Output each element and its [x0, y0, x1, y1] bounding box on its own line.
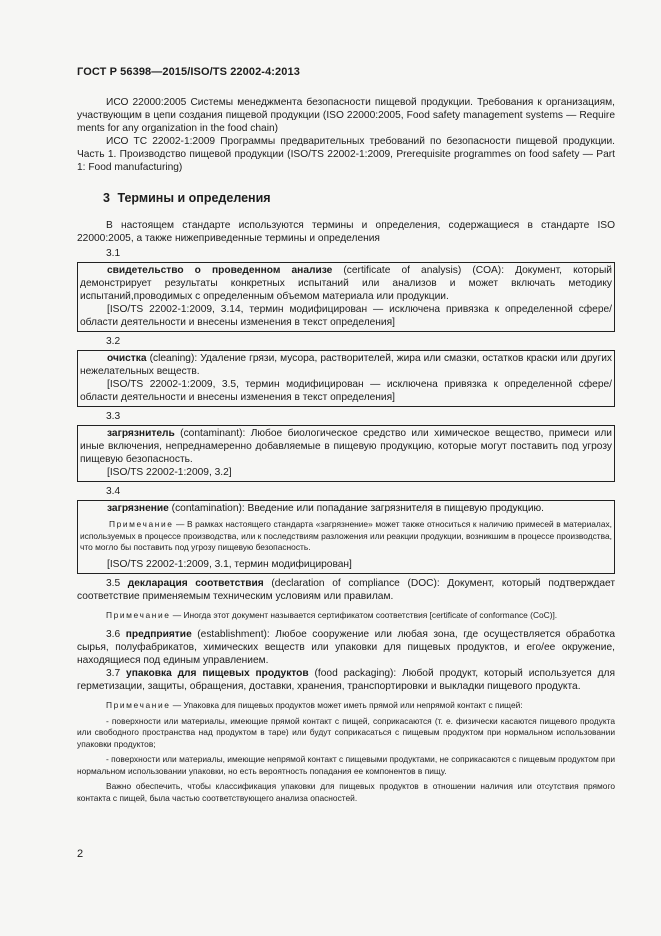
term-text: (certificate of analysis) (COA): Документ, который демонстрирует результаты конкретных испытаний или анализов и может включать методику испытаний,проводимых с определенным объемом материала или продукции. — [80, 265, 612, 302]
term-number: 3.4 — [106, 486, 121, 497]
term-number: 3.3 — [106, 411, 121, 422]
term-source: [ISO/TS 22002-1:2009, 3.2] — [107, 467, 232, 478]
term-definition — [77, 577, 615, 603]
term-name: загрязнитель — [107, 428, 175, 439]
page-number: 2 — [77, 848, 84, 860]
term-text: (contaminant): Любое биологическое средство или химическое вещество, примеси или иные включения, непреднамеренно добавляемые в пищевую продукцию, которые могут поставить под угрозу пищевую безопасность. — [80, 428, 612, 465]
term-source: [ISO/TS 22002-1:2009, 3.1, термин модифицирован] — [107, 558, 352, 570]
term-number: 3.6 — [106, 629, 121, 640]
note-list-item: - поверхности или материалы, имеющие прямой контакт с пищей, соприкасаются (т. е. физически касаются пищевого продукта или свободного пространства над продуктом в таре) или будут соприкасаться с пищевым продуктом при нормальном использовании упаковки продуктов; — [77, 715, 615, 749]
term-source: [ISO/TS 22002-1:2009, 3.14, термин модифицирован — исключена привязка к определенной сфере/области деятельности и внесены изменения в текст определения] — [80, 304, 612, 328]
term-name: предприятие — [125, 629, 192, 640]
term-text: (declaration of compliance (DOC): Документ, который подтверждает соответствие применяемым техническим условиям или правилам. — [77, 577, 615, 602]
term-definition — [77, 667, 615, 693]
term-text: (contamination): Введение или попадание загрязнителя в пищевую продукцию. — [168, 503, 544, 514]
note-label: Примечание — [109, 519, 174, 529]
term-name: свидетельство о проведенном анализе — [107, 265, 333, 276]
term-definition — [80, 264, 612, 303]
term-definition — [80, 352, 612, 378]
document-body — [77, 96, 615, 808]
note-label: Примечание — [106, 609, 171, 620]
note-list-item: - поверхности или материалы, имеющие непрямой контакт с пищевыми продуктами, не соприкасаются с пищевым продуктом при нормальном использовании упаковки, но есть вероятность попадания ее компонентов в пищу. — [77, 754, 615, 776]
term-number: 3.7 — [106, 668, 121, 679]
section-heading — [103, 192, 615, 205]
note-closing: Важно обеспечить, чтобы классификация упаковки для пищевых продуктов в отношении наличия или отсутствия прямого контакта с пищей, была частью соответствующего анализа опасностей. — [77, 781, 615, 803]
note-text: — Упаковка для пищевых продуктов может иметь прямой или непрямой контакт с пищей: — [170, 700, 523, 710]
term-text: (food packaging): Любой продукт, который используется для герметизации, защиты, обращения, доставки, хранения, транспортировки и выкладки пищевого продукта. — [77, 668, 615, 692]
term-name: декларация соответствия — [127, 577, 264, 589]
term-text: (establishment): Любое сооружение или любая зона, где осуществляется обработка сырья, полуфабрикатов, химических веществ или упаковки для пищевых продуктов, и его/ее окружение, находящиеся под единым управлением. — [77, 629, 615, 666]
term-name: упаковка для пищевых продуктов — [126, 668, 309, 679]
term-note — [80, 519, 612, 554]
note-text: — В рамках настоящего стандарта «загрязнение» может также относиться к наличию примесей в материалах, используемых в процессе производства, или к последствиям разложения или реакции продукции, возникшим в процессе производства, что могло бы поставить под угрозу пищевую безопасность. — [80, 519, 612, 552]
term-name: загрязнение — [107, 503, 169, 514]
term-name: очистка — [107, 353, 147, 364]
term-number: 3.5 — [106, 577, 121, 589]
section-title: Термины и определения — [117, 191, 271, 205]
note-label: Примечание — [106, 700, 171, 710]
term-box — [77, 350, 615, 407]
term-note — [77, 610, 615, 622]
term-number: 3.1 — [106, 248, 121, 259]
document-header: ГОСТ Р 56398—2015/ISO/TS 22002-4:2013 — [77, 66, 300, 78]
term-definition — [80, 427, 612, 466]
term-note — [77, 700, 615, 712]
note-text: — Иногда этот документ называется сертификатом соответствия [certificate of conformance (CoC)]. — [170, 609, 558, 620]
normative-reference: ИСО ТС 22002-1:2009 Программы предварительных требований по безопасности пищевой продукции. Часть 1. Производство пищевой продукции (ISO/TS 22002-1:2009, Prerequisite programmes on food safety — Part 1: Food manufacturing) — [77, 136, 615, 173]
term-box — [77, 425, 615, 482]
term-definition — [77, 628, 615, 667]
normative-reference: ИСО 22000:2005 Системы менеджмента безопасности пищевой продукции. Требования к организациям, участвующим в цепи создания пищевой продукции (ISO 22000:2005, Food safety management systems — Require ments for any organization in the food chain) — [77, 97, 615, 134]
section-number: 3 — [103, 191, 110, 205]
term-source: [ISO/TS 22002-1:2009, 3.5, термин модифицирован — исключена привязка к определенной сфере/области деятельности и внесены изменения в текст определения] — [80, 379, 612, 403]
term-box — [77, 262, 615, 332]
term-text: (cleaning): Удаление грязи, мусора, растворителей, жира или смазки, остатков краски или других нежелательных веществ. — [80, 353, 612, 377]
term-box — [77, 500, 615, 574]
section-intro: В настоящем стандарте используются термины и определения, содержащиеся в стандарте ISO 22000:2005, а также нижеприведенные термины и определения — [77, 220, 615, 244]
term-definition — [80, 502, 612, 515]
term-number: 3.2 — [106, 336, 121, 347]
